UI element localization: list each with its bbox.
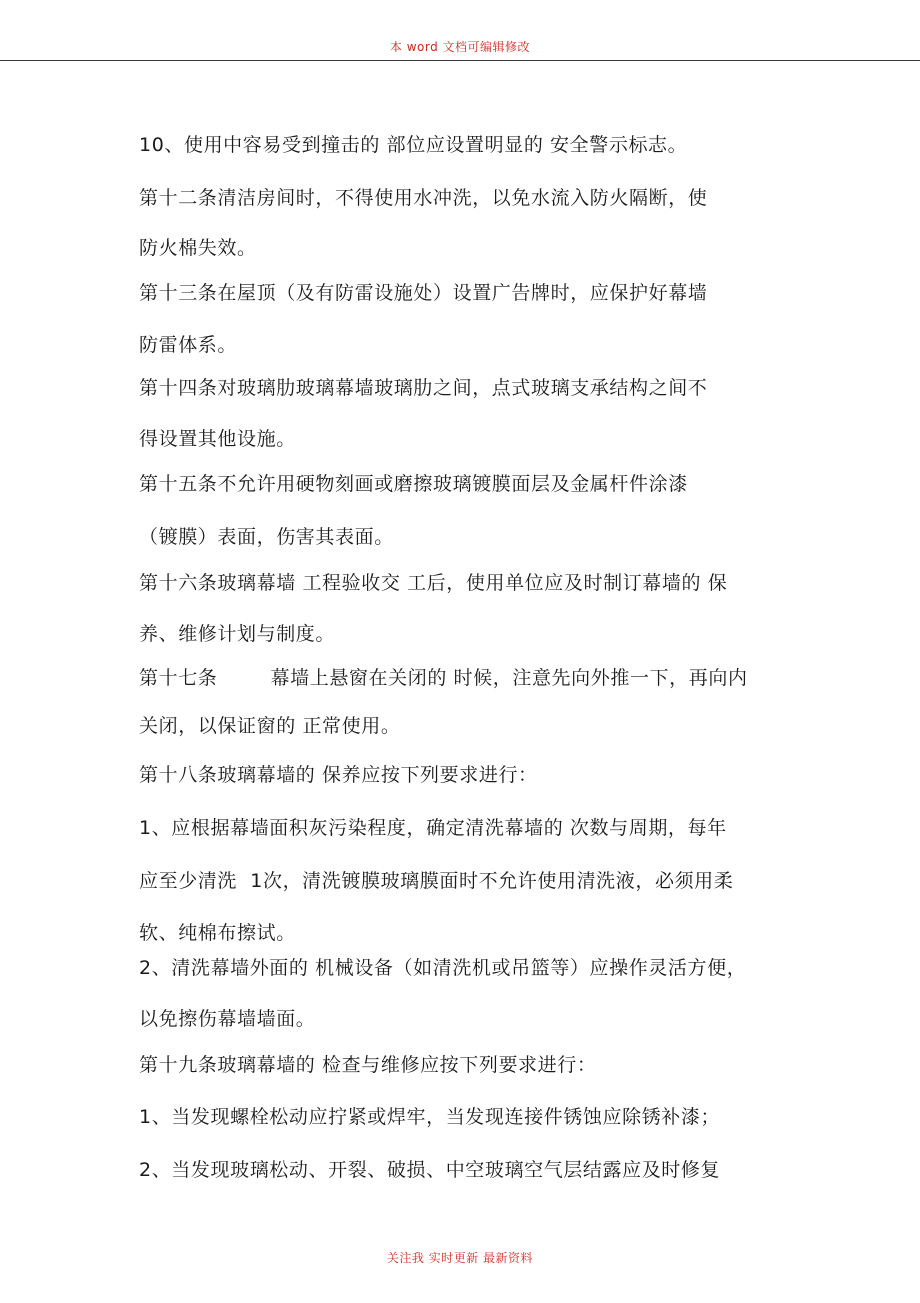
text-line: 第十九条玻璃幕墙的 检查与维修应按下列要求进行： — [139, 1054, 597, 1076]
text-line: 1、当发现螺栓松动应拧紧或焊牢，当发现连接件锈蚀应除锈补漆； — [139, 1106, 721, 1128]
text-line: 第十六条玻璃幕墙 工程验收交 工后，使用单位应及时制订幕墙的 保 — [139, 572, 728, 594]
text-line: 第十四条对玻璃肋玻璃幕墙玻璃肋之间，点式玻璃支承结构之间不 — [139, 377, 708, 399]
text-line: 第十八条玻璃幕墙的 保养应按下列要求进行： — [139, 764, 538, 786]
text-line: 养、维修计划与制度。 — [139, 623, 336, 645]
text-line: 关闭，以保证窗的 正常使用。 — [139, 715, 401, 737]
text-line: 2、清洗幕墙外面的 机械设备（如清洗机或吊篮等）应操作灵活方便， — [139, 957, 747, 979]
text-line: 第十五条不允许用硬物刻画或磨擦玻璃镀膜面层及金属杆件涂漆 — [139, 473, 688, 495]
text-line: 防火棉失效。 — [139, 237, 257, 259]
text-line: 以免擦伤幕墙墙面。 — [139, 1008, 316, 1030]
text-line: （镀膜）表面，伤害其表面。 — [139, 526, 394, 548]
text-line: 第十二条清洁房间时，不得使用水冲洗，以免水流入防火隔断，使 — [139, 187, 708, 209]
text-line: 软、纯棉布擦试。 — [139, 922, 296, 944]
text-line: 应至少清洗 1次，清洗镀膜玻璃膜面时不允许使用清洗液，必须用柔 — [139, 870, 734, 892]
text-line: 2、当发现玻璃松动、开裂、破损、中空玻璃空气层结露应及时修复 — [139, 1159, 721, 1181]
page-header-note: 本 word 文档可编辑修改 — [389, 40, 531, 54]
text-line: 第十七条 幕墙上悬窗在关闭的 时候，注意先向外推一下，再向内 — [139, 667, 748, 689]
header-divider — [0, 60, 920, 61]
page-footer-note: 关注我 实时更新 最新资料 — [386, 1251, 534, 1265]
text-line: 1、应根据幕墙面积灰污染程度，确定清洗幕墙的 次数与周期，每年 — [139, 817, 727, 839]
text-line: 第十三条在屋顶（及有防雷设施处）设置广告牌时，应保护好幕墙 — [139, 282, 708, 304]
text-line: 得设置其他设施。 — [139, 428, 296, 450]
text-line: 10、使用中容易受到撞击的 部位应设置明显的 安全警示标志。 — [139, 134, 688, 156]
text-line: 防雷体系。 — [139, 334, 238, 356]
